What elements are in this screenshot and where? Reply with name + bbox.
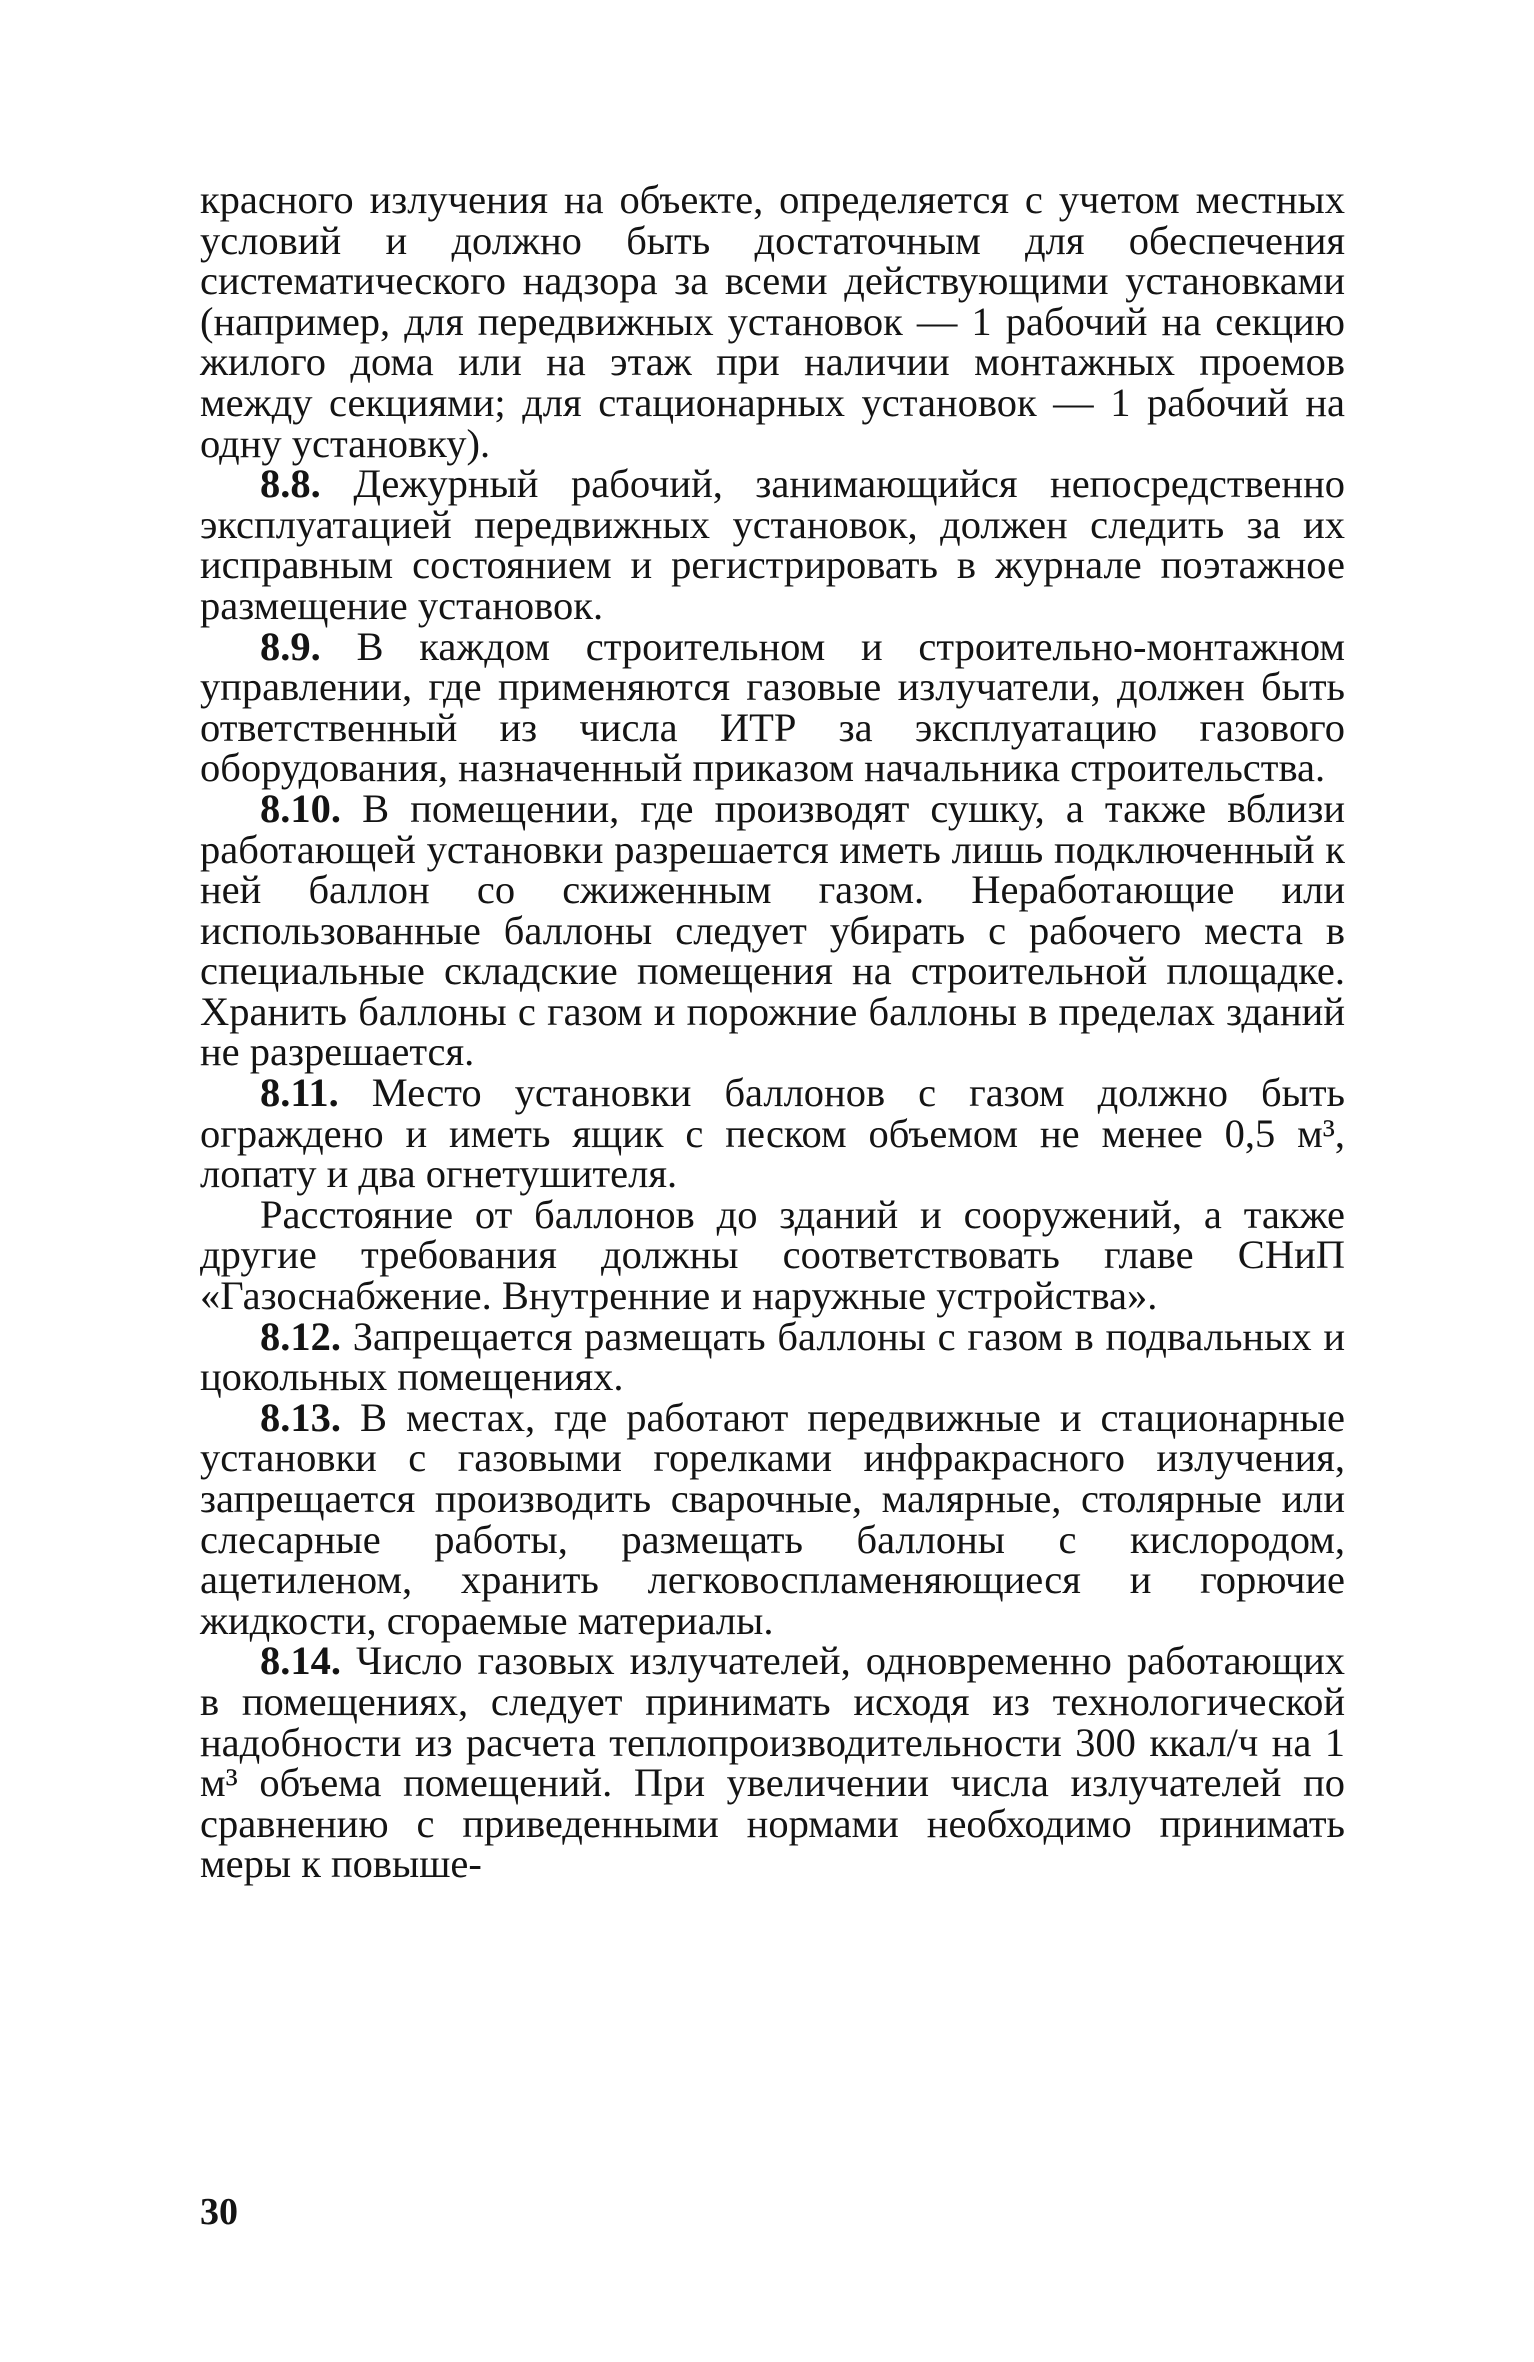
clause-number: 8.12. [260, 1313, 341, 1359]
paragraph-distance-requirements [200, 1191, 1345, 1319]
paragraph-8-11 [200, 1070, 1346, 1197]
paragraph-8-8 [200, 461, 1346, 628]
clause-number: 8.14. [260, 1638, 341, 1684]
paragraph-text: В помещении, где производят сушку, а также вблизи работающей установки разрешается иметь лишь подключенный к ней баллон со сжиженным газом. Неработающие или использованные баллоны следует убирать с рабочего места в специальные складские помещения на строительной площадке. Хранить баллоны с газом и порожние баллоны в пределах зданий не разрешается. [200, 785, 1345, 1075]
clause-number: 8.13. [260, 1394, 341, 1440]
paragraph-continuation [200, 177, 1345, 466]
paragraph-8-10 [200, 785, 1345, 1075]
paragraph-text: Число газовых излучателей, одновременно работающих в помещениях, следует принимать исходя из технологической надобности из расчета теплопроизводительности 300 ккал/ч на 1 м³ объема помещений. При увеличении числа излучателей по сравнению с приведенными нормами необходимо принимать меры к повыше- [200, 1638, 1346, 1887]
paragraph-8-12 [200, 1313, 1345, 1400]
paragraph-8-9 [200, 623, 1345, 791]
paragraph-text: Место установки баллонов с газом должно быть ограждено и иметь ящик с песком объемом не менее 0,5 м³, лопату и два огнетушителя. [200, 1070, 1346, 1197]
page-number: 30 [200, 2191, 238, 2233]
paragraph-text: В каждом строительном и строительно-монтажном управлении, где применяются газовые излучатели, должен быть ответственный из числа ИТР за эксплуатацию газового оборудования, назначенный приказом начальника строительства. [200, 623, 1345, 791]
clause-number: 8.11. [260, 1070, 339, 1116]
paragraph-text: В местах, где работают передвижные и стационарные установки с газовыми горелками инфракрасного излучения, запрещается производить сварочные, малярные, столярные или слесарные работы, размещать баллоны с кислородом, ацетиленом, хранить легковоспламеняющиеся и горючие жидкости, сгораемые материалы. [200, 1394, 1345, 1643]
paragraph-8-14 [200, 1638, 1346, 1887]
clause-number: 8.8. [260, 461, 321, 507]
document-body [200, 177, 1346, 1887]
paragraph-text: Дежурный рабочий, занимающийся непосредственно эксплуатацией передвижных установок, должен следить за их исправным состоянием и регистрировать в журнале поэтажное размещение установок. [200, 461, 1346, 628]
clause-number: 8.9. [260, 623, 321, 669]
paragraph-text: Запрещается размещать баллоны с газом в подвальных и цокольных помещениях. [200, 1313, 1345, 1400]
paragraph-text: красного излучения на объекте, определяется с учетом местных условий и должно быть достаточным для обеспечения систематического надзора за всеми действующими установками (например, для передвижных установок — 1 рабочий на секцию жилого дома или на этаж при наличии монтажных проемов между секциями; для стационарных установок — 1 рабочий на одну установку). [200, 177, 1345, 466]
clause-number: 8.10. [260, 785, 341, 831]
paragraph-8-13 [200, 1394, 1345, 1643]
paragraph-text: Расстояние от баллонов до зданий и сооружений, а также другие требования должны соответствовать главе СНиП «Газоснабжение. Внутренние и наружные устройства». [200, 1191, 1345, 1319]
